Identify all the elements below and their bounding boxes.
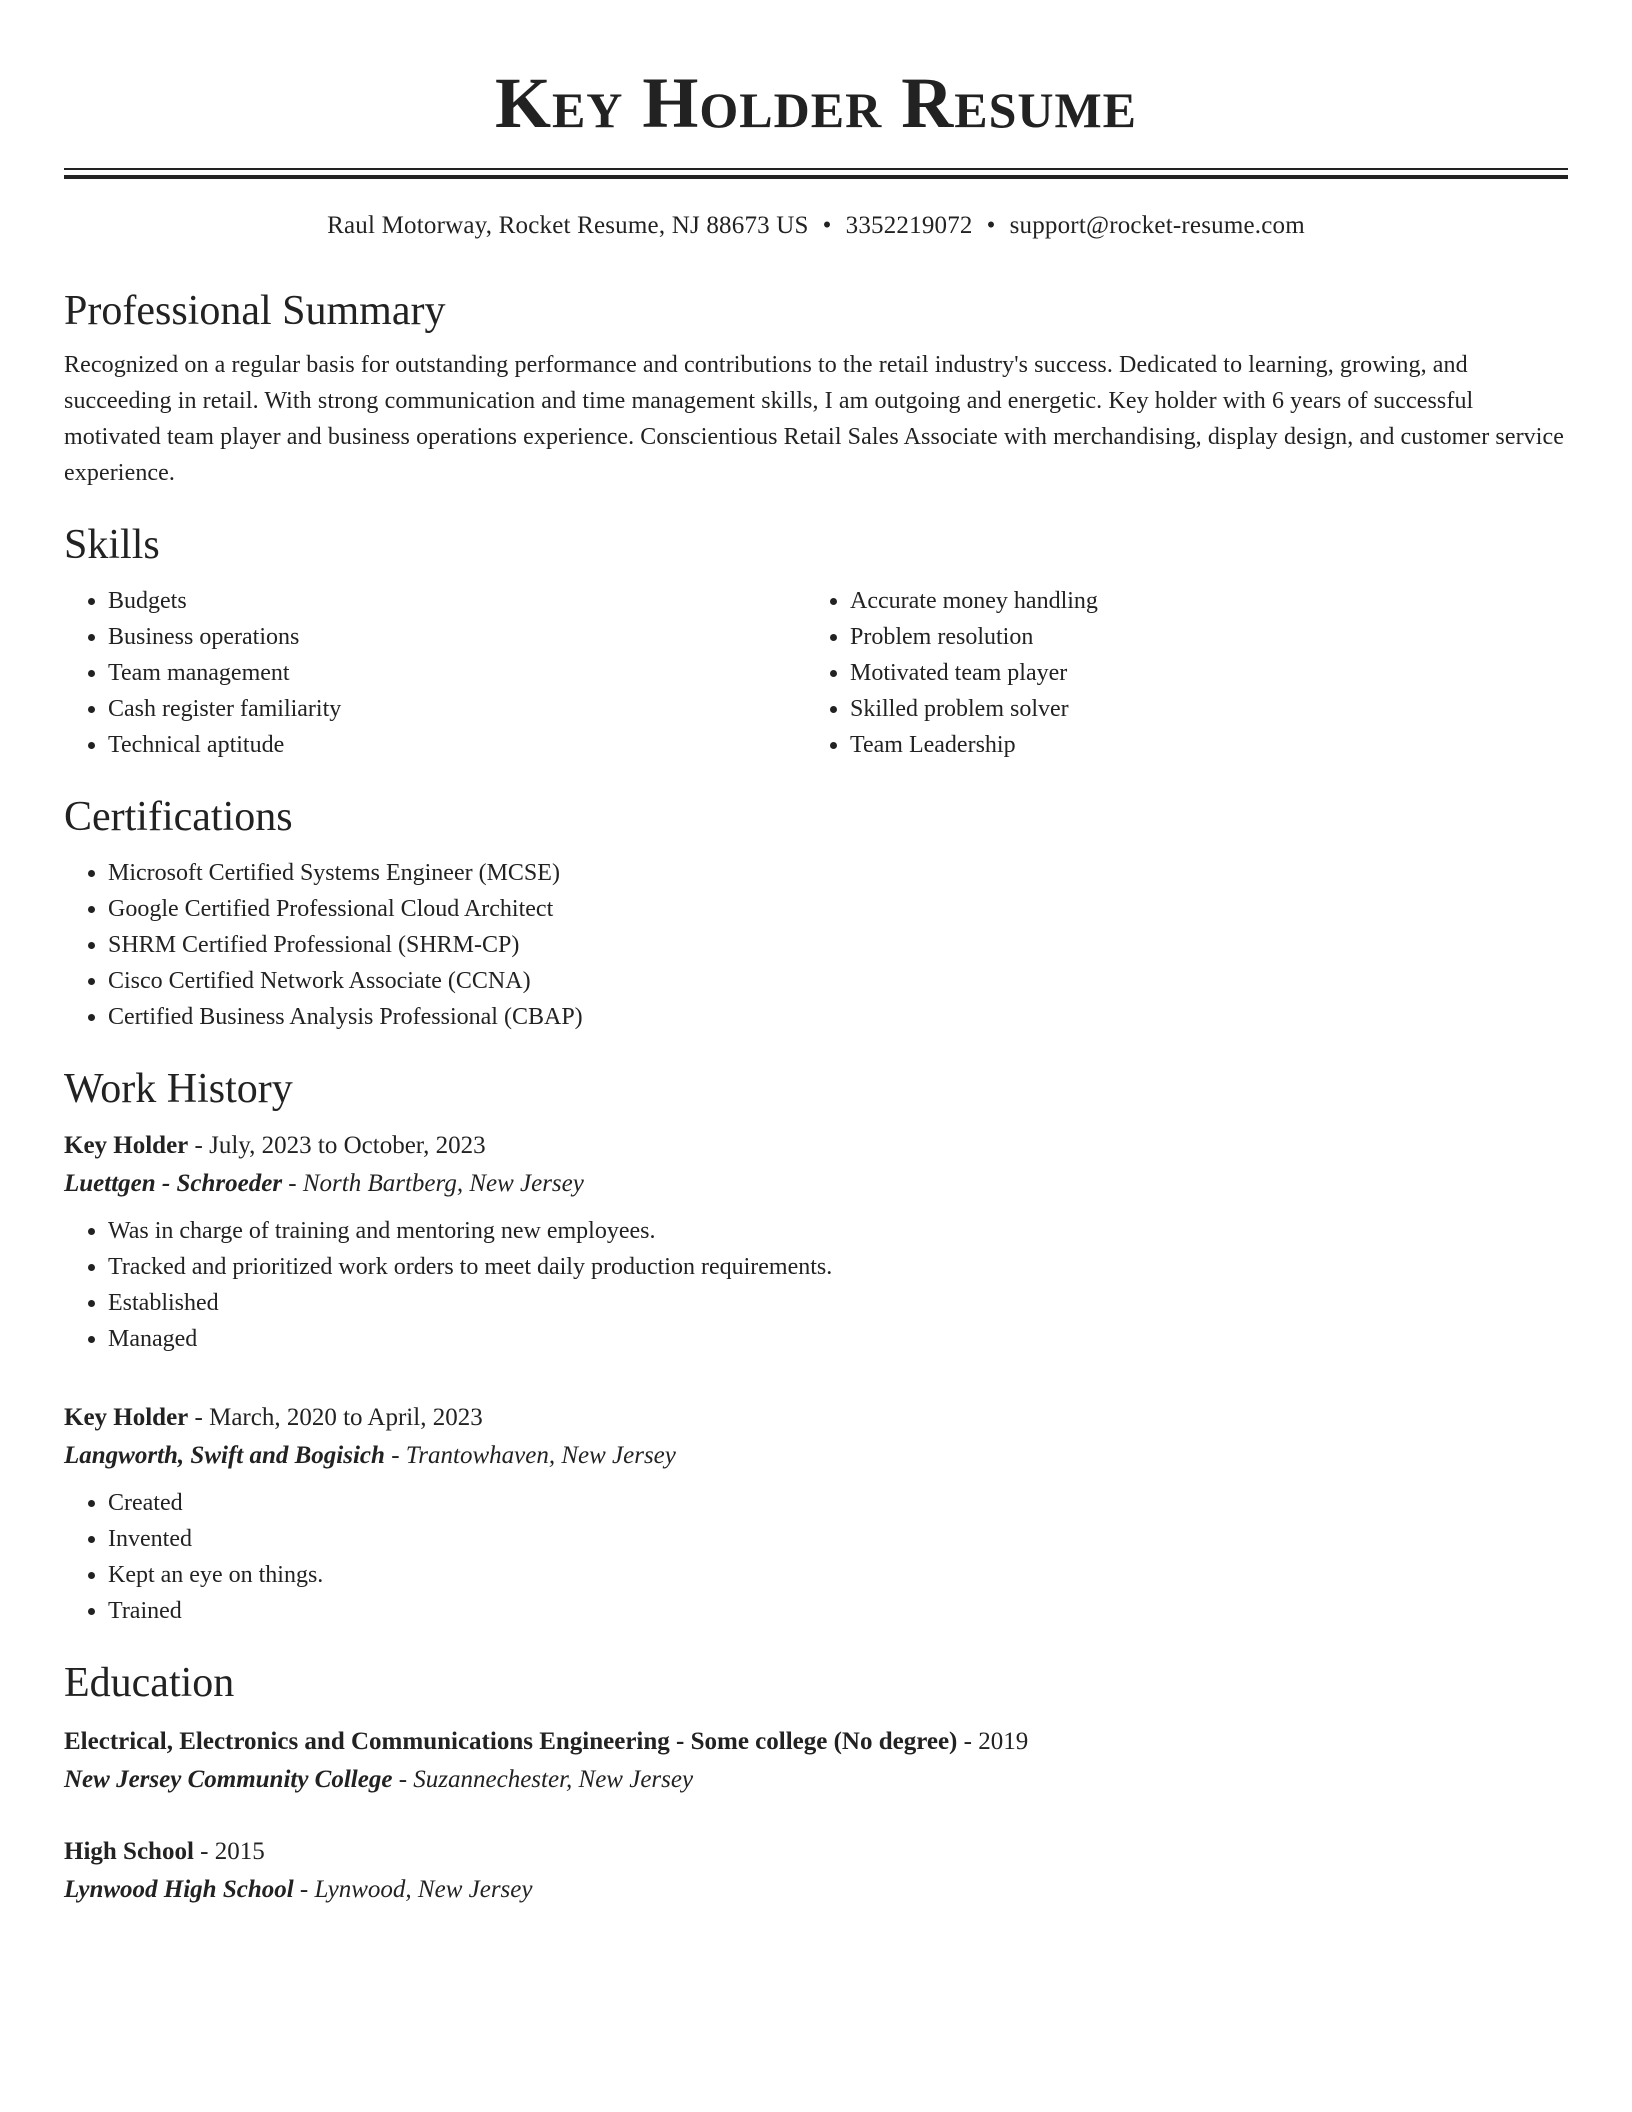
job-title-line: Key Holder - July, 2023 to October, 2023 [64, 1132, 486, 1159]
certifications-heading: Certifications [64, 794, 293, 840]
skill-item: • Budgets [108, 583, 806, 619]
summary-heading: Professional Summary [64, 288, 446, 334]
job-title: Key Holder [64, 1132, 189, 1159]
skill-item: • Accurate money handling [850, 583, 1506, 619]
certification-item: • Certified Business Analysis Professional (CBAP) [108, 999, 1568, 1035]
job-entry [64, 1399, 1568, 1629]
education-location: Lynwood, New Jersey [314, 1876, 533, 1903]
education-degree: Electrical, Electronics and Communications Engineering - Some college (No degree) [64, 1728, 958, 1755]
job-employer-line: Langworth, Swift and Bogisich - Trantowhaven, New Jersey [64, 1442, 676, 1469]
job-bullets [64, 1213, 1568, 1357]
job-entry [64, 1127, 1568, 1357]
job-employer: Langworth, Swift and Bogisich [64, 1442, 385, 1469]
skill-item: • Cash register familiarity [108, 691, 806, 727]
job-bullets [64, 1485, 1568, 1629]
job-bullet: • Kept an eye on things. [108, 1557, 1568, 1593]
job-bullet: • Established [108, 1285, 1568, 1321]
job-bullet: • Invented [108, 1521, 1568, 1557]
summary-text: Recognized on a regular basis for outstanding performance and contributions to the retail industry's success. Dedicated to learning, growing, and succeeding in retail. With strong communication and time management skills, I am outgoing and energetic. Key holder with 6 years of successful motivated team player and business operations experience. Conscientious Retail Sales Associate with merchandising, display design, and customer service experience. [64, 352, 1565, 486]
certification-item: • SHRM Certified Professional (SHRM-CP) [108, 927, 1568, 963]
education-entry [64, 1833, 1568, 1909]
contact-separator: • [986, 212, 996, 239]
contact-separator: • [822, 212, 832, 239]
job-bullet: • Created [108, 1485, 1568, 1521]
certifications-list [64, 855, 1568, 1035]
job-bullet: • Tracked and prioritized work orders to meet daily production requirements. [108, 1249, 1568, 1285]
skill-item: • Problem resolution [850, 619, 1506, 655]
job-dates: March, 2020 to April, 2023 [209, 1404, 483, 1431]
resume-title: Key Holder Resume [494, 63, 1138, 143]
education-school-line: Lynwood High School - Lynwood, New Jersey [64, 1876, 533, 1903]
skills-columns [64, 571, 1568, 763]
job-title: Key Holder [64, 1404, 189, 1431]
education-school: Lynwood High School [64, 1876, 294, 1903]
job-employer-line: Luettgen - Schroeder - North Bartberg, New Jersey [64, 1170, 584, 1197]
skill-item: • Team management [108, 655, 806, 691]
education-year: 2019 [978, 1728, 1029, 1755]
contact-email: support@rocket-resume.com [1009, 212, 1305, 239]
education-entry [64, 1723, 1568, 1799]
education-degree: High School [64, 1838, 194, 1865]
job-employer: Luettgen - Schroeder [64, 1170, 283, 1197]
skill-item: • Skilled problem solver [850, 691, 1506, 727]
skills-list-left [64, 583, 806, 763]
job-location: Trantowhaven, New Jersey [405, 1442, 676, 1469]
education-school: New Jersey Community College [64, 1766, 393, 1793]
education-degree-line: High School - 2015 [64, 1838, 265, 1865]
title-double-rule [64, 168, 1568, 179]
education-year: 2015 [214, 1838, 265, 1865]
job-bullet: • Was in charge of training and mentoring new employees. [108, 1213, 1568, 1249]
skill-item: • Technical aptitude [108, 727, 806, 763]
education-school-line: New Jersey Community College - Suzannechester, New Jersey [64, 1766, 694, 1793]
certification-item: • Microsoft Certified Systems Engineer (MCSE) [108, 855, 1568, 891]
work-history-heading: Work History [64, 1066, 293, 1112]
education-heading: Education [64, 1660, 235, 1706]
skill-item: • Motivated team player [850, 655, 1506, 691]
education-location: Suzannechester, New Jersey [413, 1766, 694, 1793]
contact-line [64, 209, 1568, 243]
certification-item: • Cisco Certified Network Associate (CCNA) [108, 963, 1568, 999]
skills-list-right [806, 583, 1506, 763]
skill-item: • Business operations [108, 619, 806, 655]
certification-item: • Google Certified Professional Cloud Architect [108, 891, 1568, 927]
job-bullet: • Trained [108, 1593, 1568, 1629]
skill-item: • Team Leadership [850, 727, 1506, 763]
job-bullet: • Managed [108, 1321, 1568, 1357]
contact-phone: 3352219072 [845, 212, 973, 239]
contact-address: Raul Motorway, Rocket Resume, NJ 88673 US [327, 212, 809, 239]
job-dates: July, 2023 to October, 2023 [209, 1132, 486, 1159]
job-location: North Bartberg, New Jersey [302, 1170, 584, 1197]
job-title-line: Key Holder - March, 2020 to April, 2023 [64, 1404, 483, 1431]
skills-heading: Skills [64, 522, 160, 568]
education-degree-line: Electrical, Electronics and Communications Engineering - Some college (No degree) - 2019 [64, 1728, 1029, 1755]
